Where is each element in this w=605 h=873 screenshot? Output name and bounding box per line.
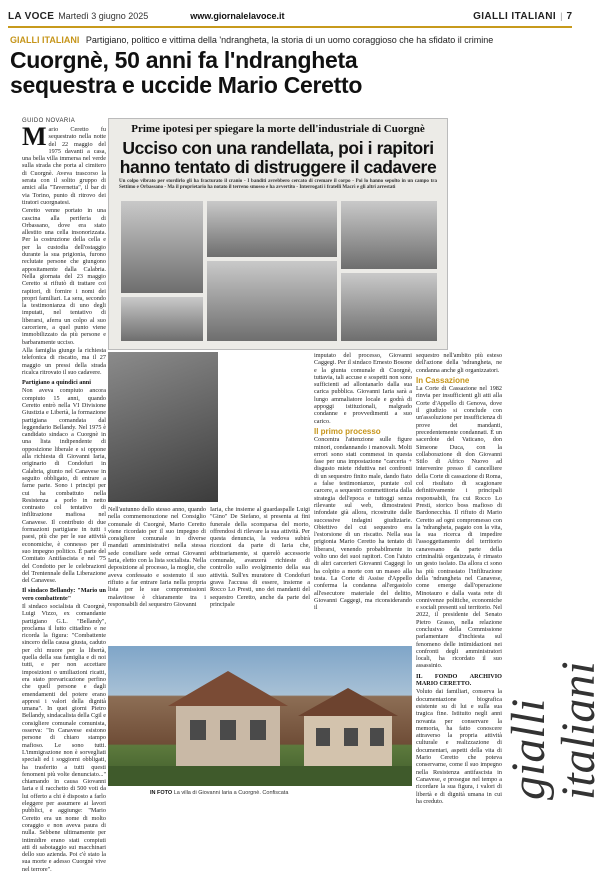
col1-subhead-1: Partigiano a quindici anni [22, 379, 91, 387]
drop-cap: M [22, 122, 47, 151]
col1-paragraph-3: Alla famiglia giunge la richiesta telefonica di riscatto, ma il 27 maggio un pressi della strada ricalca ritrovato il suo cadavere. [22, 346, 106, 376]
byline: GUIDO NOVARIA [22, 118, 76, 124]
col2-text: Nell'autunno dello stesso anno, quando nella commemorazione nel Consiglio comunale di Cuorgnè, Mario Ceretto viene ricordato per il suo impegno di consigliere comunale in diverse mandati amministrativi nella stessa sede consiliare sede ormai Giovanni Iaria, eletto con la lista socialista. Nella deposizione al processo, la moglie, che aveva confessato e sostenuto il suo rifiuto a far entrare Iaria nella propria lista per le sue compromissioni malavitose è chiaramente tra i responsabili del sequestro Giovanni [108, 506, 206, 608]
col4-subhead: Il primo processo [314, 426, 381, 436]
article-column-2 [108, 506, 206, 642]
villa-illustration [108, 646, 412, 786]
kicker [10, 35, 493, 45]
clipping-overline: Prime ipotesi per spiegare la morte dell'industriale di Cuorgnè [131, 123, 425, 135]
kicker-text: Partigiano, politico e vittima della 'ndrangheta, la storia di un uomo coraggioso che ha sfidato il crimine [85, 35, 494, 45]
header-separator: | [560, 11, 563, 21]
col1-paragraph-5: Il sindaco socialista di Cuorgnè, Luigi Vizzo, ex comandante partigiano G.L. "Bellandy", proclama il lutto cittadino e ne ricorda la figura: "Combattente sincero della causa giusta, caduto per chi muore per la libertà, quella della sua famiglia e di noi tutti, e per non accettare imposizioni o umiliazioni ricatti, era stato prevaricazione perfino che quell persone e dagli emendamenti del potere erano appresi i valori della dignità umana". In quei giorni Pietro Bellandy, sindacalista della Cgil e consigliere comunale comunista, osserva: "In Canavese esistono persone di chiaro stampo mafioso. Le sono tutti. L'immigrazione non è sorvegliati speciali ed i soggiorni obbligati, ha trasferito a tutti questi fenomeni più volte denunciato..." chiamando in causa Giovanni Iaria e il racchetto di 500 voti da lui offerto a chi è disposto a farlo eleggere per assumere ai lavori pubblici, e aggiunge: "Mario Ceretto era un nome di molto coraggio e non aveva paura di nulla. Sebbene ultimamente per intimidire erano stati compiuti atti di sabotaggio sui macchinari dello suo azienda. Poi c'è stato la sua morte e adesso Cuorgnè vive nel terrore". [22, 603, 106, 873]
col4-paragraph-1: imputato del processo, Giovanni Caggegi. Per il sindaco Ernesto Bosone e la giunta comunale di Cuorgnè, tuttavia, tali accuse e sospetti non sono sufficienti ad allontanarlo dalla sua carica pubblica. Giovanni Iaria sarà a lungo ammaliatore locale e godrà di appoggi istituzionali, malgrado condanne e provvedimenti a suo carico. [314, 352, 412, 425]
col3-text: Iaria, che insieme al guardaspalle Luigi "Gino" De Stefano, si presenta ai fini funerale della scomparsa del morto, offrendosi di rilevare la sua attività. Per questa denuncia, la vedova subirà ricezioni da parte di Iaria che, arbitrariamente, si querelò accessorie comunale, avanzerà richieste di controllo sullo svolgimento della sua attività. Sull'ex muratore di Condofuri grava l'accusa di essere, insieme a Rocco Lo Presti, uno dei mandanti del sequestro Ceretto, anche da parte del principale [210, 506, 310, 608]
col5-paragraph-1: sequestro nell'ambito più esteso dell'azione della 'ndrangheta, ne condanna anche gli organizzatori. [416, 352, 502, 374]
watermark-word-2: italiani [552, 661, 605, 800]
article-column-3 [210, 506, 310, 642]
clipping-photo-car [207, 201, 337, 257]
clipping-title-line-1: Ucciso con una randellata, poi i rapitori [122, 138, 434, 158]
section-name: GIALLI ITALIANI [473, 10, 557, 22]
photo-caption-text: La villa di Giovanni Iaria a Cuorgnè. Confiscata [173, 790, 289, 796]
article-column-5 [416, 352, 502, 805]
archive-clipping [108, 118, 448, 350]
col1-paragraph-4: Non aveva compiuto ancora compiuto 15 anni, quando Ceretto entrò nella VI Divisione Giustizia e Libertà, la formazione partigiana comandata dal leggendario Bellandy. Nel 1975 è candidato sindaco a Cuorgnè in una lista indipendente di opposizione liberale e si oppone alla richiesta di Giovanni Iaria, originario di Condofuri in Calabria, giunto nel Canavese in seguito obbligato, di entrare a farne parte. Sono i principi per cui ha combattuto nella Resistenza a porlo in netto contrasto col tentativo di infiltrazione mafiosa nel Canavese. Il contributo di due formazioni partigiane in tutti i paesi, più che per le sue attività economiche, è connesso per il suo impegno politico. È parte del Comitato Antifascista e nel '75 del Condotto per le celebrazioni del Trentennale della Liberazione del Canavese. [22, 387, 106, 585]
col1-paragraph-2: Ceretto venne portato in una cascina alla periferia di Orbassano, dove era stato allestito una cella insonorizzata. Per la costruzione della cella e per la custodia dell'ostaggio durante la sua prigionia, furono reclutate persone che giungono appositamente dalla Calabria. Nella giornata del 23 maggio Ceretto si rifiutò di trattare coi rapitori, di fornire i nomi dei propri familiari. La sera, secondo la testimonianza di uno degli imputati, nel tentativo di liberarsi, aferra un colpo al suo carceriere, a quel punto viene immobilizzato da più persone e barbaramente ucciso. [22, 207, 106, 346]
article-column-1 [22, 122, 106, 873]
issue-date: Martedì 3 giugno 2025 [58, 11, 149, 21]
clipping-lead: Un colpo vibrato per stordirlo gli ha fracturato il cranio - I banditi avrebbero cercato di cremare il corpo - Poi lo hanno sepolto in un campo tra Settimo e Orbassano - Ma il proprietario ha notato il terreno smosso e ha avvertito - Interrogati i fratelli Macrì e gli altri arrestati [119, 179, 437, 190]
article-column-4 [314, 352, 412, 642]
headline [10, 48, 480, 98]
clipping-photo-man [121, 201, 203, 293]
clipping-title [117, 139, 439, 177]
page-number: 7 [566, 10, 572, 22]
headline-line-2: sequestra e uccide Mario Ceretto [10, 72, 363, 98]
clipping-title-line-2: hanno tentato di distruggere il cadavere [119, 157, 437, 177]
watermark-word-1: gialli [502, 698, 555, 800]
photo-caption [150, 790, 288, 796]
col1-subhead-2: Il sindaco Bellandy: "Mario un vero combattente" [22, 587, 106, 602]
clipping-photo-suspect-1 [341, 201, 437, 269]
headline-line-1: Cuorgnè, 50 anni fa l'ndrangheta [10, 47, 358, 73]
website-link[interactable]: www.giornalelavoce.it [190, 11, 285, 21]
clipping-photo-suspect-2 [341, 273, 437, 341]
col5-subhead: In Cassazione [416, 375, 470, 385]
watermark-word [504, 550, 604, 800]
newspaper-brand: LA VOCE [8, 10, 55, 22]
clipping-photo-crowd [121, 297, 203, 341]
section-watermark [500, 380, 605, 800]
clipping-photo-field [207, 261, 337, 341]
col1-paragraph-1: ario Ceretto fu sequestrato nella notte del 22 maggio del 1975 davanti a casa, una bella villa immersa nel verde sulla strada che porta al cimitero di Cuorgnè. Aveva trascorso la serata con il solito gruppo di amici alla "Tavernetta", il bar di via Torino, punto di ritrovo dei tiratori cuorgnatesi. [22, 126, 106, 206]
villa-photo [108, 646, 412, 786]
col5-paragraph-2: La Corte di Cassazione nel 1982 rinvia per insufficienti gli atti alla Corte d'Appello di Genova, dove il giudizio si conclude con un'assoluzione per insufficienza di prove dei mandanti, precedentemente condannati. È un sacerdote del Vaticano, don Simeone Duca, con la collaborazione di don Giovanni Stilo di Africo Nuovo ad intervenire presso il cancelliere della Corte di cassazione di Roma, col risultato di scagionare definitivamente i principali responsabili, fra cui Rocco Lo Presti, storico boss mafioso di Bardonecchia. Il rifiuto di Mario Ceretto ad ogni compromesso con la 'ndrangheta, pagato con la vita, la sua ricerca di impedire l'assoggettamento del territorio canavesano da parte della criminalità organizzata, è rimasto un gesto isolato. Da allora ci sono ha più contrastato l'infiltrazione della 'ndrangheta nel Canavese, come emerge dall'operazione Minotauro e dalla vasta rete di connivenze politiche, economiche e sociali presenti sul territorio. Nel 2022, il presidente del Senato Pietro Grasso, nella relazione conclusiva della Commissione parlamentare d'inchiesta sul fenomeno delle intimidazioni nei confronti degli amministratori locali, ha ricordato il suo assassinio. [416, 385, 502, 670]
kicker-tag: GIALLI ITALIANI [10, 35, 80, 45]
col5-paragraph-3: Voluto dai familiari, conserva la documentazione biografica esistente su di lui e sulla sua tragica fine. Istituito negli anni novanta per conservare la memoria, ha fatto conoscere attraverso la propria attività culturale e realizzazione di documentari, aspetti della vita di Mario Ceretto che poteva conservarne, come il suo impegno nella Resistenza antifascista in Canavese, e prosegue nel tempo a ricordare la sua figura, i valori di libertà e di dignità umana in cui ha creduto. [416, 688, 502, 805]
portrait-photo [108, 352, 218, 502]
page-header [8, 6, 572, 28]
col4-paragraph-2: Concentra l'attenzione sulle figure minori, condannando i manovali. Molti errori sono stati commessi in questa fase per una impostazione "carceria + disgusto miete riduttiva nei confronti di un sequestro finito male, dando fiato a false testimonianze, puntate col carcere, a sequestri commettitoria dalla strategia dell'epoca e tuttoggi senza rilevante sul web, dimostratesi infondate già allora, ricostruite dalle successive indagini giudiziarie. Obiettivo del cui sequestro era l'estorsione di un riscatto. Nella sua prigionia Mario Ceretto ha tentato di liberarsi, venendo probabilmente in volto uno dei suoi rapitori. Con l'aiuto di altri carcerieri Giovanni Caggegi lo ha colpito a morte con un maseo alla testa. La Corte di Assise d'Appello conferma la condanna all'ergastolo all'esecutore materiale del delitto, Giovanni Caggegi, ma riconsiderando il [314, 436, 412, 612]
photo-caption-label: IN FOTO [150, 790, 173, 796]
col5-archive-heading: IL FONDO ARCHIVIO MARIO CERETTO. [416, 672, 502, 688]
